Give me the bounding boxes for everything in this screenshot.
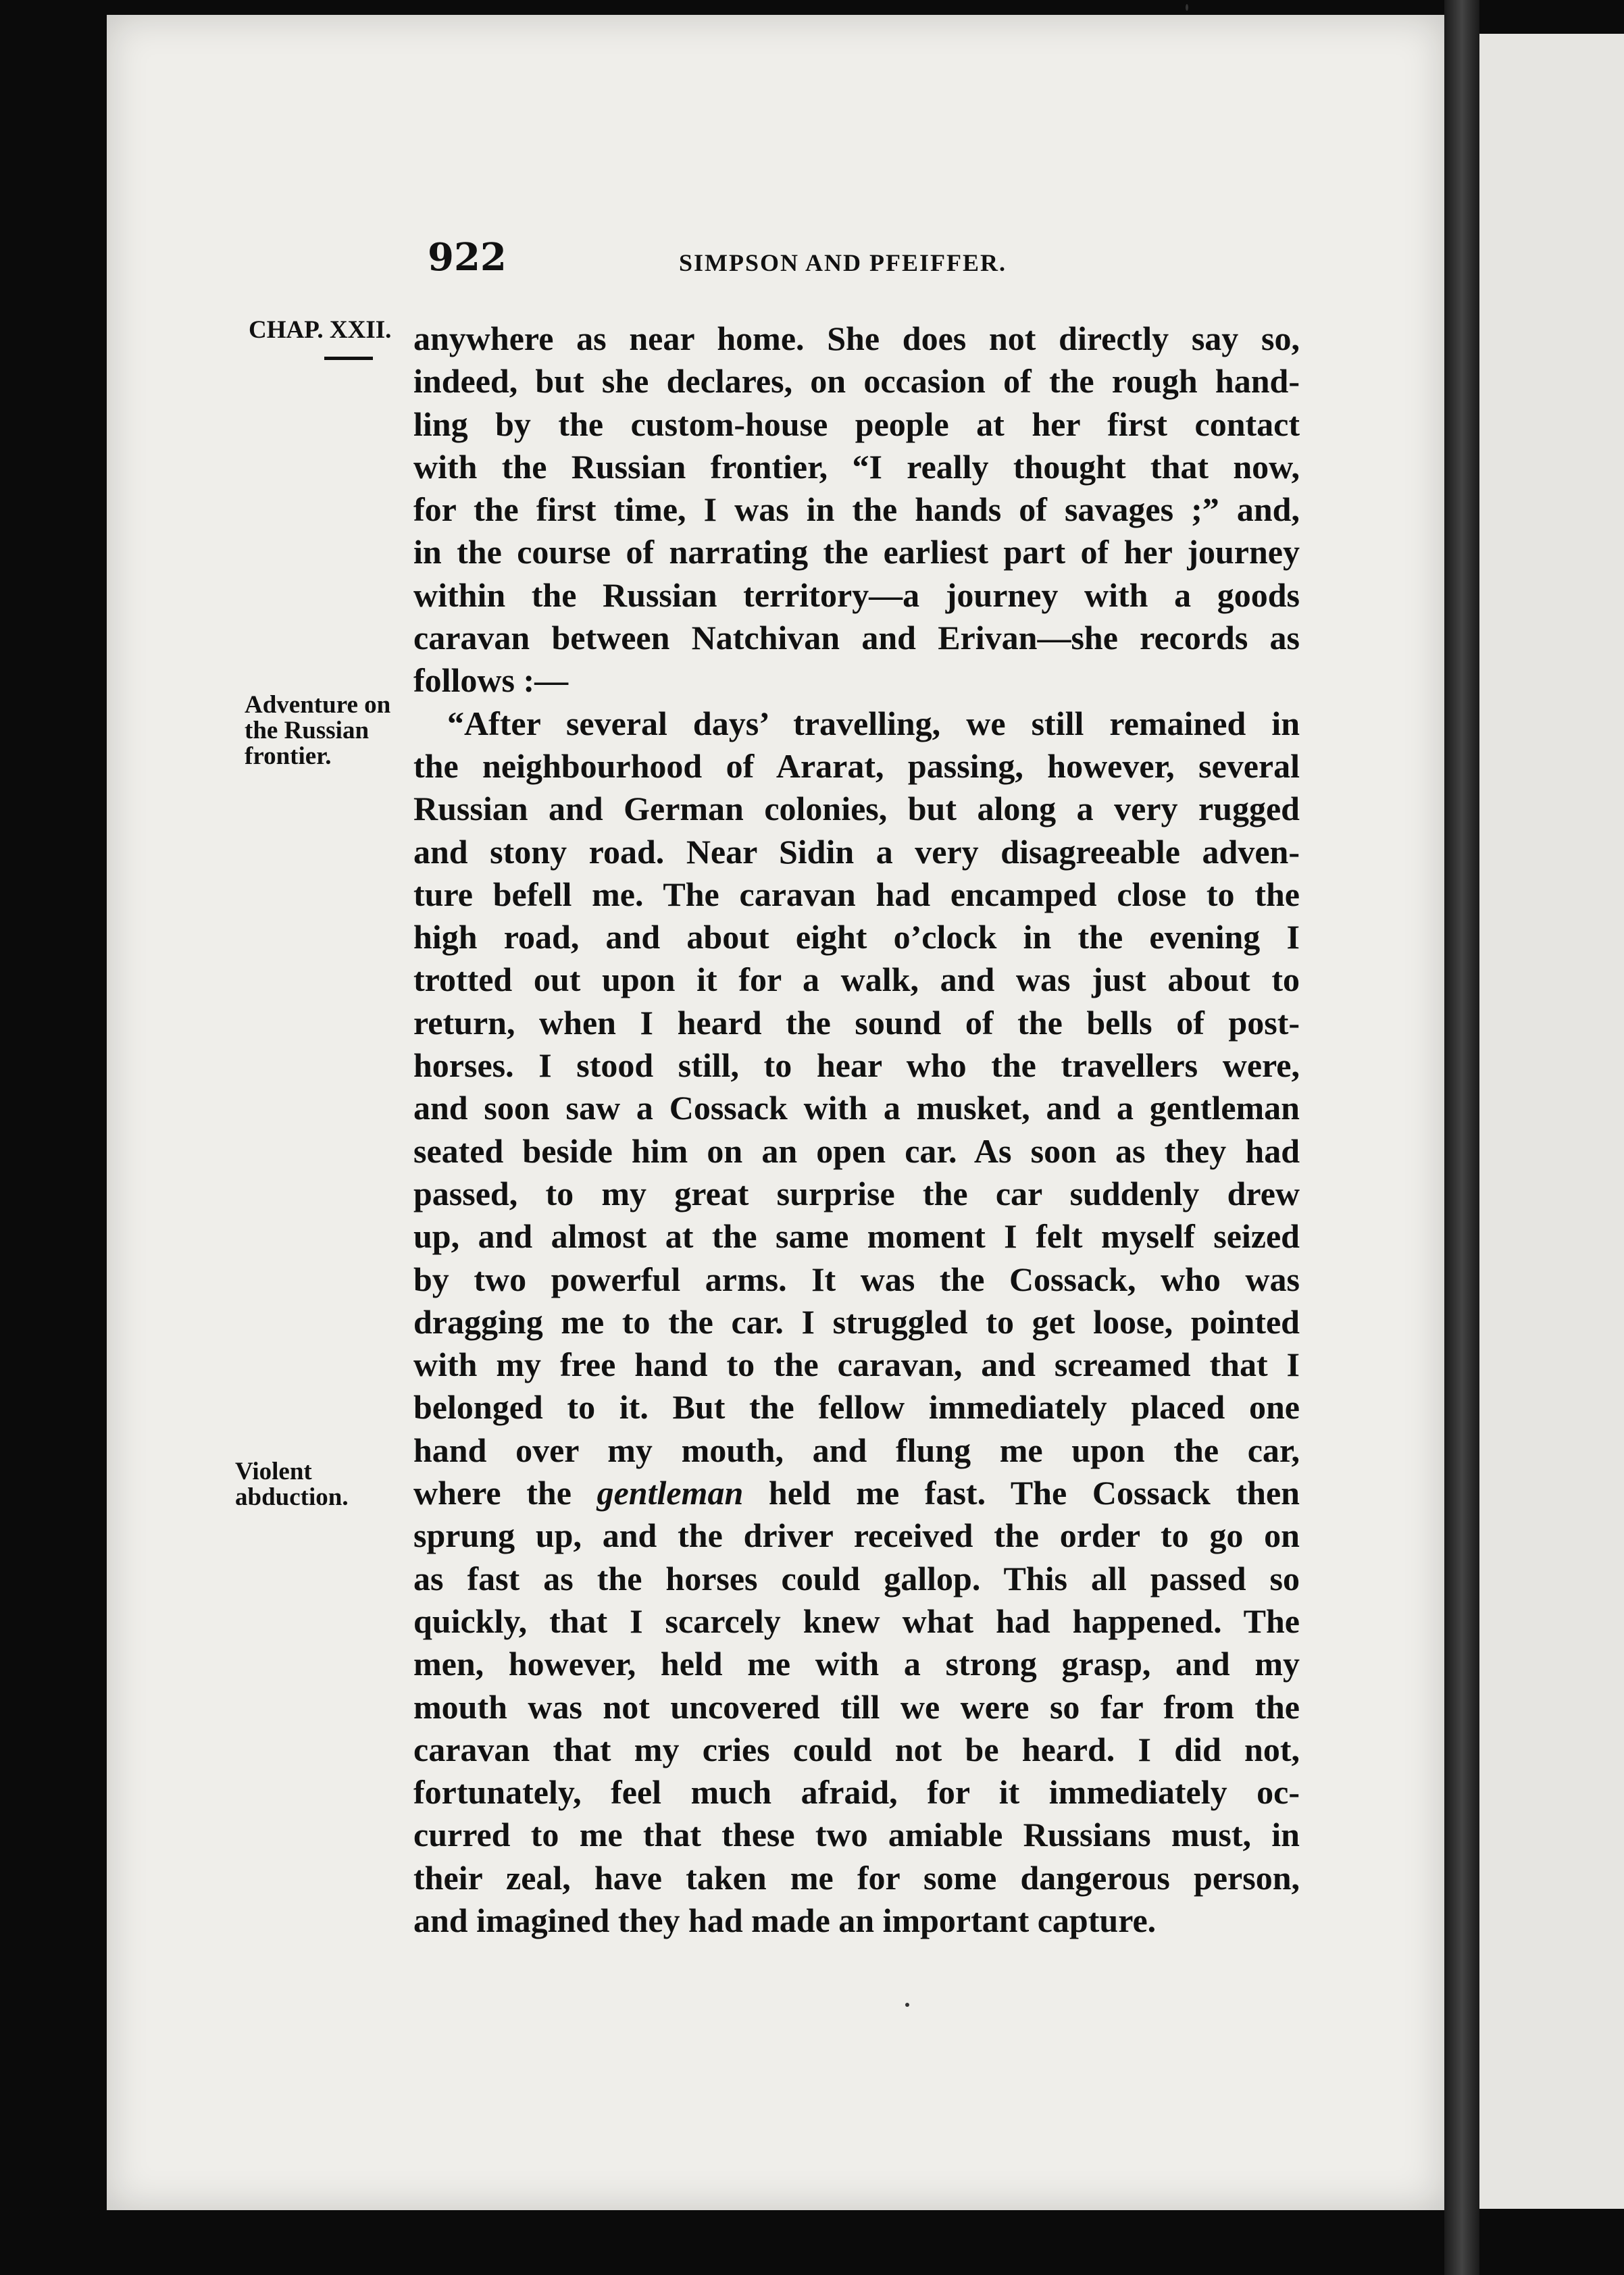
chapter-sidenote	[249, 317, 391, 343]
text-line: and imagined they had made an important capture.	[413, 1901, 1157, 1939]
text-line: indeed, but she declares, on occasion of the rough hand-	[413, 362, 1300, 401]
chapter-rule	[324, 357, 373, 360]
text-line: with my free hand to the caravan, and screamed that I	[413, 1346, 1300, 1384]
page-number: 922	[428, 235, 507, 280]
text-line: quickly, that I scarcely knew what had happened. The	[413, 1602, 1300, 1640]
text-line: where the gentleman held me fast. The Cossack then	[413, 1474, 1300, 1512]
text-line: ling by the custom-house people at her first contact	[413, 405, 1300, 443]
text-line: their zeal, have taken me for some dangerous person,	[413, 1858, 1300, 1897]
text-line: as fast as the horses could gallop. This all passed so	[413, 1559, 1300, 1597]
text-line: caravan that my cries could not be heard. I did not,	[413, 1730, 1300, 1768]
text-line: hand over my mouth, and flung me upon the car,	[413, 1431, 1300, 1469]
text-line: with the Russian frontier, “I really thought that now,	[413, 447, 1300, 486]
text-line: curred to me that these two amiable Russians must, in	[413, 1816, 1300, 1854]
text-line: ture befell me. The caravan had encamped close to the	[413, 875, 1300, 913]
text-line: return, when I heard the sound of the bells of post-	[413, 1003, 1300, 1042]
text-line: in the course of narrating the earliest part of her journey	[413, 533, 1300, 571]
text-line: within the Russian territory—a journey with a goods	[413, 576, 1300, 614]
text-line: for the first time, I was in the hands of savages ;” and,	[413, 490, 1300, 529]
print-speck	[905, 2003, 909, 2007]
text-line: “After several days’ travelling, we still remained in	[447, 704, 1300, 742]
text-line: passed, to my great surprise the car suddenly drew	[413, 1174, 1300, 1212]
print-speck	[1186, 4, 1188, 11]
chapter-label: CHAP. XXII.	[249, 316, 392, 344]
text-line: dragging me to the car. I struggled to get loose, pointed	[413, 1302, 1300, 1341]
sidenote-line: frontier.	[245, 742, 332, 770]
text-line: horses. I stood still, to hear who the travellers were,	[413, 1046, 1300, 1085]
sidenote-line: Violent	[235, 1458, 312, 1485]
book-gutter	[1444, 0, 1479, 2275]
text-line: Russian and German colonies, but along a very rugged	[413, 790, 1300, 828]
text-line: men, however, held me with a strong grasp, and my	[413, 1645, 1300, 1683]
text-line: belonged to it. But the fellow immediately placed one	[413, 1388, 1300, 1427]
text-line: and soon saw a Cossack with a musket, and a gentleman	[413, 1089, 1300, 1127]
page-header	[422, 235, 1300, 289]
text-line: seated beside him on an open car. As soon as they had	[413, 1131, 1300, 1170]
sidenote-adventure	[245, 692, 390, 769]
text-line: anywhere as near home. She does not directly say so,	[413, 319, 1300, 357]
text-line: by two powerful arms. It was the Cossack, who was	[413, 1260, 1300, 1298]
text-line: the neighbourhood of Ararat, passing, however, several	[413, 746, 1300, 785]
sidenote-line: the Russian	[245, 717, 370, 744]
text-line: and stony road. Near Sidin a very disagreeable adven-	[413, 832, 1300, 871]
text-line: fortunately, feel much afraid, for it immediately oc-	[413, 1773, 1300, 1812]
text-line: caravan between Natchivan and Erivan—she records as	[413, 619, 1300, 657]
facing-page-edge	[1479, 34, 1624, 2209]
text-line: follows :—	[413, 661, 569, 700]
running-head: SIMPSON AND PFEIFFER.	[679, 249, 1007, 276]
sidenote-line: abduction.	[235, 1483, 349, 1511]
sidenote-line: Adventure on	[245, 691, 391, 719]
text-line: sprung up, and the driver received the order to go on	[413, 1516, 1300, 1555]
text-line: trotted out upon it for a walk, and was just about to	[413, 961, 1300, 999]
sidenote-abduction	[235, 1459, 349, 1510]
text-line: high road, and about eight o’clock in the evening I	[413, 918, 1300, 956]
text-line: mouth was not uncovered till we were so far from the	[413, 1687, 1300, 1726]
body-text	[413, 317, 1300, 1942]
text-line: up, and almost at the same moment I felt myself seized	[413, 1217, 1300, 1256]
